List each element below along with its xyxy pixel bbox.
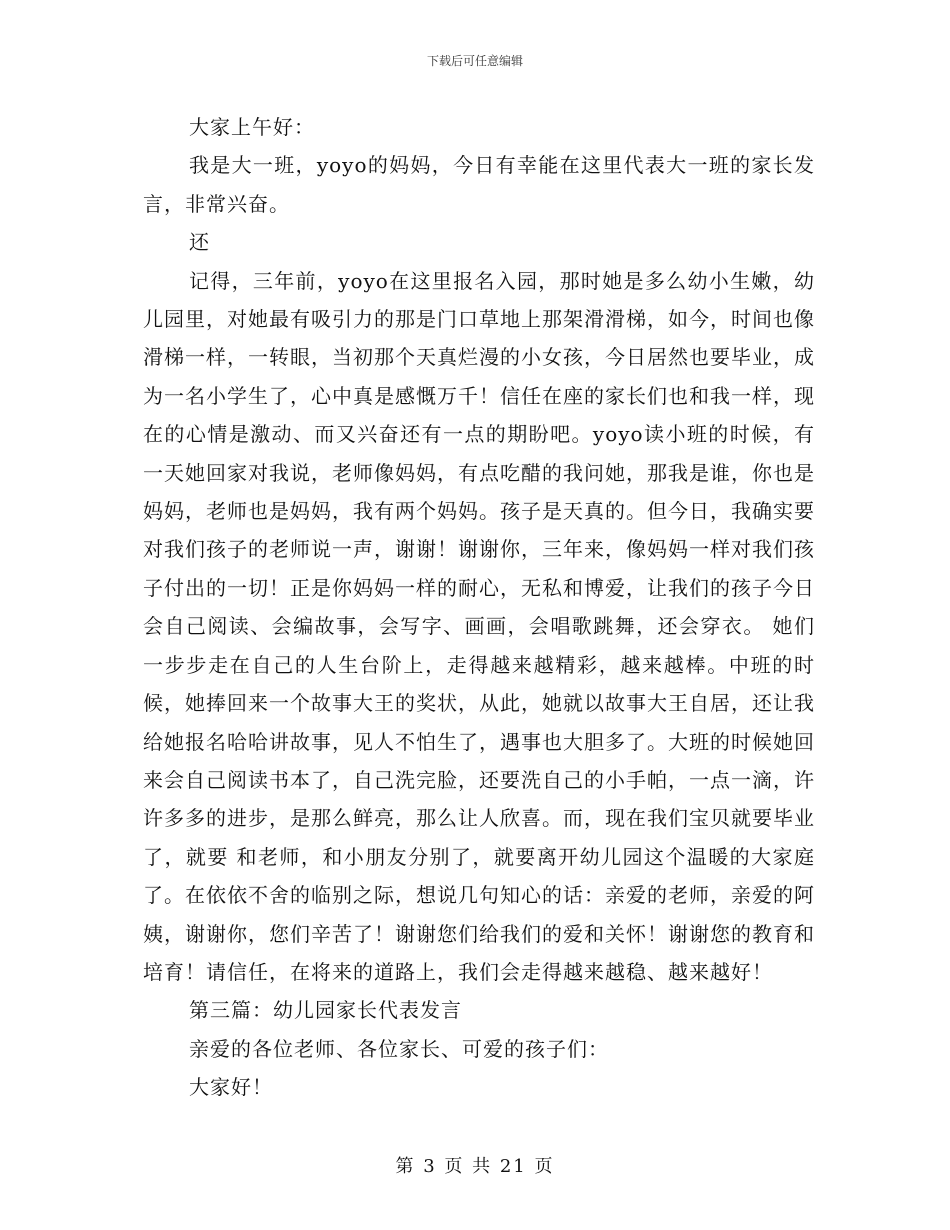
page-number-footer: 第 3 页 共 21 页 [395, 1156, 555, 1177]
greeting-paragraph: 大家上午好： [189, 115, 315, 139]
page-header-note: 下载后可任意编辑 [426, 54, 523, 68]
main-speech-paragraph: 记得，三年前，yoyo在这里报名入园，那时她是多么幼小生嫩，幼儿园里，对她最有吸引力的那是门口草地上那架滑滑梯，如今，时间也像滑梯一样，一转眼，当初那个天真烂漫的小女孩，今日居然也要毕业，成为一名小学生了，心中真是感慨万千！信任在座的家长们也和我一样，现在的心情是激动、而又兴奋还有一点的期盼吧。yoyo读小班的时候，有一天她回家对我说，老师像妈妈，有点吃醋的我问她，那我是谁，你也是妈妈，老师也是妈妈，我有两个妈妈。孩子是天真的。但今日，我确实要对我们孩子的老师说一声，谢谢！谢谢你，三年来，像妈妈一样对我们孩子付出的一切！正是你妈妈一样的耐心，无私和博爱，让我们的孩子今日会自己阅读、会编故事，会写字、画画，会唱歌跳舞，还会穿衣。 她们一步步走在自己的人生台阶上，走得越来越精彩，越来越棒。中班的时候，她捧回来一个故事大王的奖状，从此，她就以故事大王自居，还让我给她报名哈哈讲故事，见人不怕生了，遇事也大胆多了。大班的时候她回来会自己阅读书本了，自己洗完脸，还要洗自己的小手帕，一点一滴，许许多多的进步，是那么鲜亮，那么让人欣喜。而，现在我们宝贝就要毕业了，就要 和老师，和小朋友分别了，就要离开幼儿园这个温暖的大家庭了。在依依不舍的临别之际，想说几句知心的话：亲爱的老师，亲爱的阿姨，谢谢你，您们辛苦了！谢谢您们给我们的爱和关怀！谢谢您的教育和培育！请信任，在将来的道路上，我们会走得越来越稳、越来越好！ [143, 268, 815, 984]
salutation-paragraph: 亲爱的各位老师、各位家长、可爱的孩子们： [189, 1036, 609, 1061]
section-heading: 第三篇：幼儿园家长代表发言 [189, 998, 462, 1023]
intro-paragraph: 我是大一班，yoyo的妈妈，今日有幸能在这里代表大一班的家长发言，非常兴奋。 [143, 153, 815, 216]
document-body [143, 108, 815, 1107]
fragment-paragraph: 还 [189, 230, 210, 255]
hello-paragraph: 大家好！ [189, 1075, 273, 1100]
